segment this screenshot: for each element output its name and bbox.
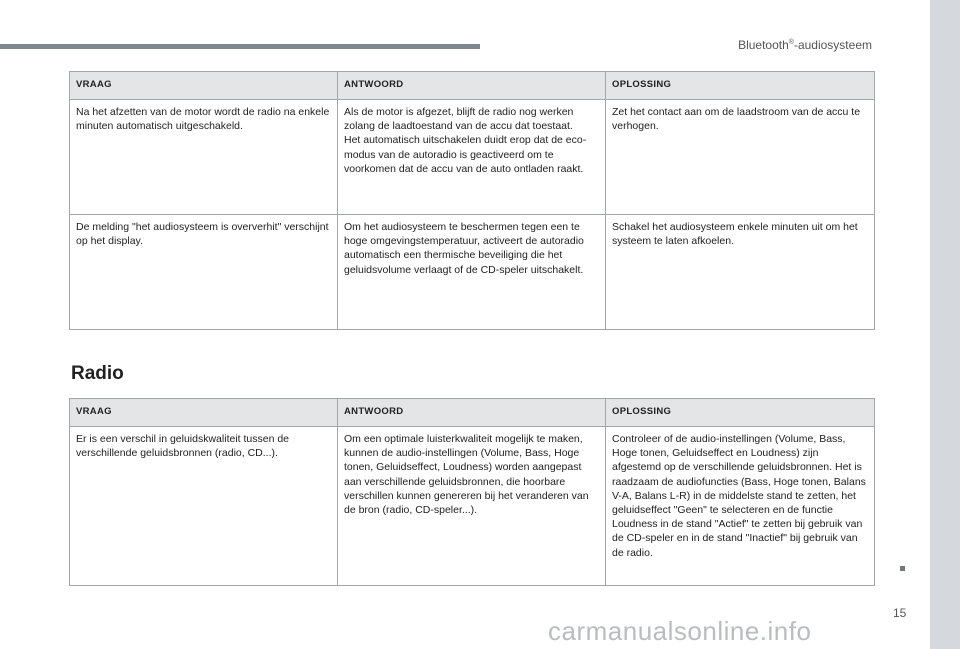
question-cell: Er is een verschil in geluidskwaliteit tussen de verschillende geluidsbronnen (radio, CD...). [70, 427, 338, 586]
answer-cell: Als de motor is afgezet, blijft de radio nog werken zolang de laadtoestand van de accu dat toestaat. Het automatisch uitschakelen duidt erop dat de eco-modus van de autoradio is geactiveerd om te voorkomen dat de accu van de auto ontladen raakt. [338, 100, 606, 215]
table-row [70, 100, 875, 215]
registered-mark: ® [788, 39, 794, 46]
section-end-marker [900, 566, 905, 571]
solution-cell: Zet het contact aan om de laadstroom van de accu te verhogen. [606, 100, 875, 215]
header-title-prefix: Bluetooth [738, 38, 789, 52]
column-header-question: VRAAG [70, 72, 338, 100]
solution-cell: Controleer of de audio-instellingen (Volume, Bass, Hoge tonen, Geluidseffect en Loudness) zijn afgestemd op de verschillende geluidsbronnen. Het is raadzaam de audiofuncties (Bass, Hoge tonen, Balans V-A, Balans L-R) in de middelste stand te zetten, het geluidseffect "Geen" te selecteren en de functie Loudness in de stand "Actief" te zetten bij gebruik van de CD-speler en in de stand "Inactief" bij gebruik van de radio. [606, 427, 875, 586]
answer-cell: Om een optimale luisterkwaliteit mogelijk te maken, kunnen de audio-instellingen (Volume, Bass, Hoge tonen, Geluidseffect, Loudness) worden aangepast aan verschillende geluidsbronnen, die hoorbare verschillen kunnen genereren bij het veranderen van de bron (radio, CD-speler...). [338, 427, 606, 586]
table-row [70, 427, 875, 586]
column-header-answer: ANTWOORD [338, 399, 606, 427]
question-cell: Na het afzetten van de motor wordt de radio na enkele minuten automatisch uitgeschakeld. [70, 100, 338, 215]
watermark: carmanualsonline.info [548, 616, 812, 646]
section-title-radio: Radio [71, 363, 124, 384]
page-header-title [738, 38, 872, 52]
question-cell: De melding "het audiosysteem is oververhit" verschijnt op het display. [70, 215, 338, 330]
table-header-row [70, 399, 875, 427]
page-number: 15 [893, 606, 907, 620]
column-header-answer: ANTWOORD [338, 72, 606, 100]
column-header-question: VRAAG [70, 399, 338, 427]
header-rule [0, 44, 480, 49]
troubleshooting-table-general [69, 71, 875, 330]
column-header-solution: OPLOSSING [606, 399, 875, 427]
table-row [70, 215, 875, 330]
column-header-solution: OPLOSSING [606, 72, 875, 100]
header-title-suffix: -audiosysteem [793, 38, 872, 52]
side-band [930, 0, 960, 649]
troubleshooting-table-radio [69, 398, 875, 586]
table-header-row [70, 72, 875, 100]
solution-cell: Schakel het audiosysteem enkele minuten uit om het systeem te laten afkoelen. [606, 215, 875, 330]
answer-cell: Om het audiosysteem te beschermen tegen een te hoge omgevingstemperatuur, activeert de autoradio automatisch een thermische beveiliging die het geluidsvolume verlaagt of de CD-speler uitschakelt. [338, 215, 606, 330]
